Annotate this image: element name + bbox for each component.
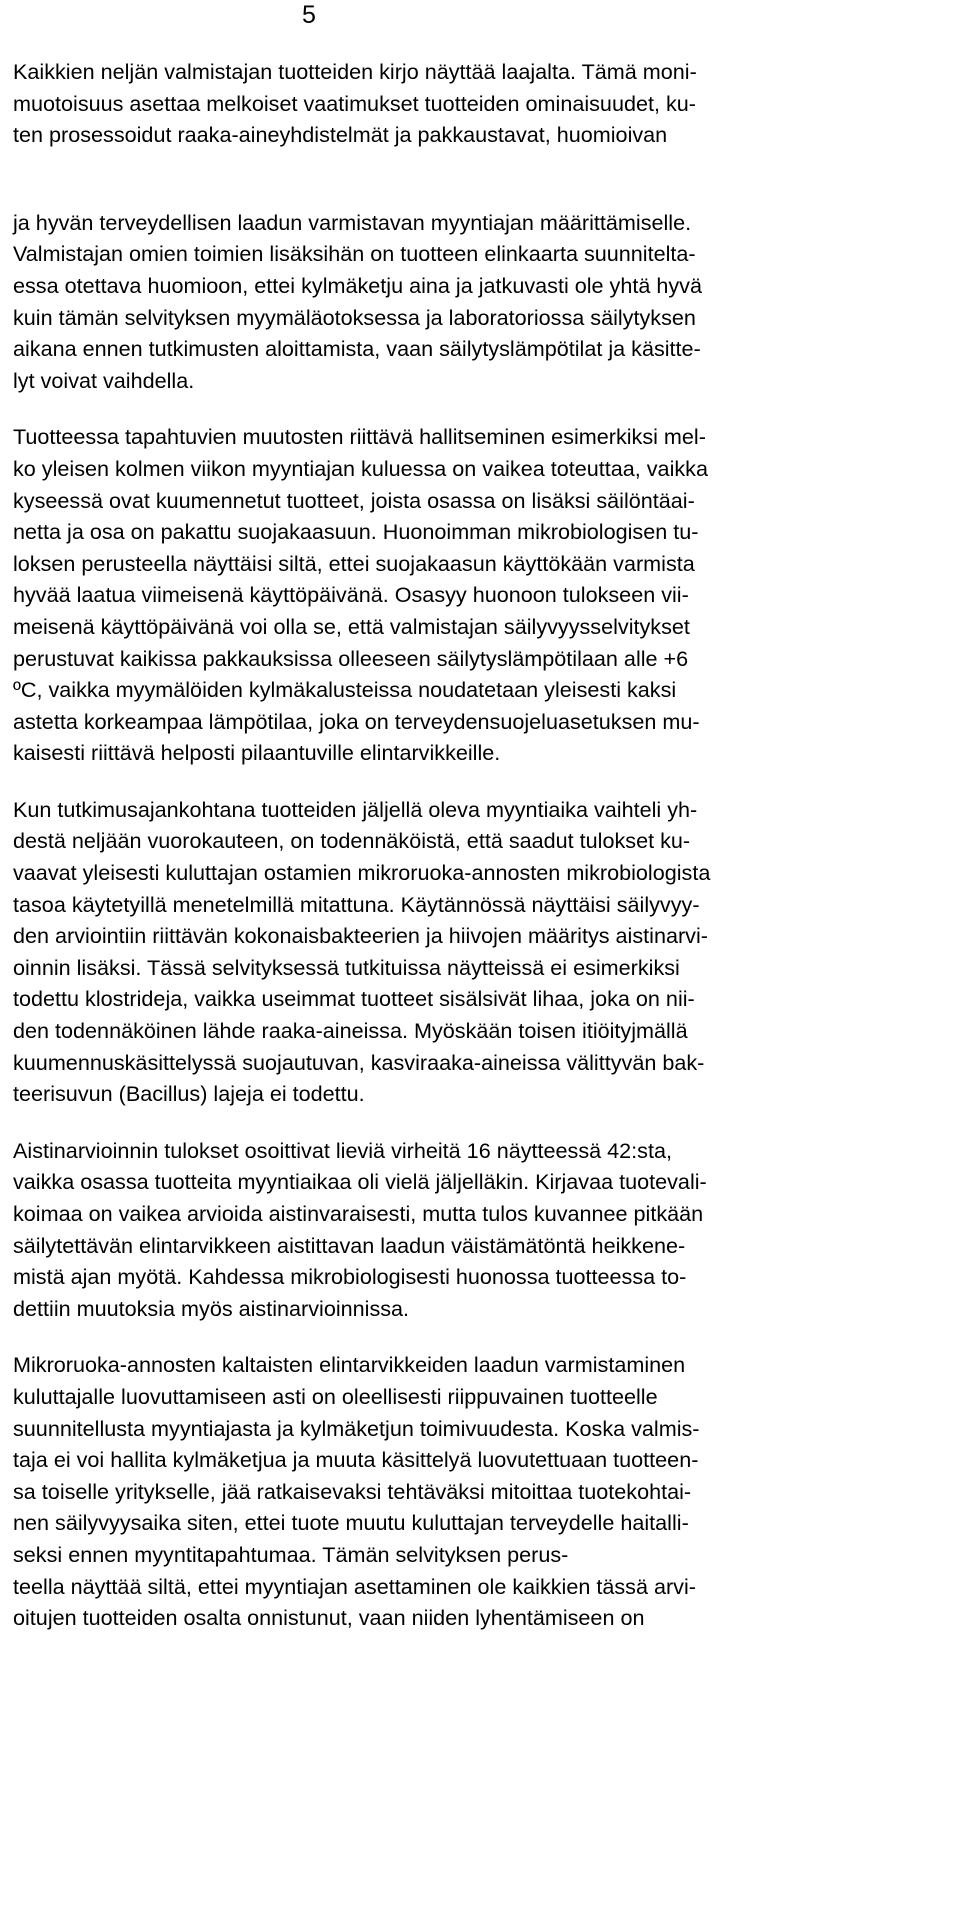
text-line: astetta korkeampaa lämpötilaa, joka on terveydensuojeluasetuksen mu- [13,708,700,734]
paragraph-6 [13,1349,957,1633]
text-line: muotoisuus asettaa melkoiset vaatimukset tuotteiden ominaisuudet, ku- [13,90,696,116]
text-line: Kaikkien neljän valmistajan tuotteiden kirjo näyttää laajalta. Tämä moni- [13,59,697,84]
text-line: destä neljään vuorokauteen, on todennäköistä, että saadut tulokset ku- [13,828,691,854]
text-line: ja hyvän terveydellisen laadun varmistavan myyntiajan määrittämiselle. [13,209,692,235]
text-line: loksen perusteella näyttäisi siltä, ettei suojakaasun käyttökään varmista [13,550,695,576]
text-line: vaikka osassa tuotteita myyntiaikaa oli vielä jäljelläkin. Kirjavaa tuotevali- [13,1169,707,1195]
paragraph-3 [13,421,957,769]
text-line: suunnitellusta myyntiajasta ja kylmäketjun toimivuudesta. Koska valmis- [13,1415,700,1441]
paragraph-1 [13,56,957,151]
text-line: Tuotteessa tapahtuvien muutosten riittävä hallitseminen esimerkiksi mel- [13,424,706,450]
text-line: hyvää laatua viimeisenä käyttöpäivänä. Osasyy huonoon tulokseen vii- [13,582,689,608]
text-line: kaisesti riittävä helposti pilaantuville elintarvikkeille. [13,740,501,766]
text-line: oitujen tuotteiden osalta onnistunut, vaan niiden lyhentämiseen on [13,1605,645,1631]
text-line: tasoa käytetyillä menetelmillä mitattuna. Käytännössä näyttäisi säilyvyy- [13,891,700,917]
text-line: aikana ennen tutkimusten aloittamista, vaan säilytyslämpötilat ja käsitte- [13,336,701,362]
text-line: lyt voivat vaihdella. [13,367,195,393]
paragraph-5 [13,1135,957,1325]
text-line: Valmistajan omien toimien lisäksihän on tuotteen elinkaarta suunnitelta- [13,241,696,267]
text-line: dettiin muutoksia myös aistinarvioinnissa. [13,1295,410,1321]
text-line: ten prosessoidut raaka-aineyhdistelmät ja pakkaustavat, huomioivan [13,122,668,148]
paragraph-4 [13,794,957,1110]
text-line: taja ei voi hallita kylmäketjua ja muuta käsittelyä luovutettuaan tuotteen- [13,1447,699,1473]
text-line: vaavat yleisesti kuluttajan ostamien mikroruoka-annosten mikrobiologista [13,860,711,886]
document-body [13,56,957,1634]
text-line: kuluttajalle luovuttamiseen asti on oleellisesti riippuvainen tuotteelle [13,1383,658,1409]
text-line: koimaa on vaikea arvioida aistinvaraisesti, mutta tulos kuvannee pitkään [13,1201,704,1226]
text-line: meisenä käyttöpäivänä voi olla se, että valmistajan säilyvyysselvitykset [13,613,690,639]
text-line: teerisuvun (Bacillus) lajeja ei todettu. [13,1081,365,1107]
text-line: nen säilyvyysaika siten, ettei tuote muutu kuluttajan terveydelle haitalli- [13,1510,689,1536]
text-line: teella näyttää siltä, ettei myyntiajan asettaminen ole kaikkien tässä arvi- [13,1573,696,1599]
text-line: säilytettävän elintarvikkeen aistittavan laadun väistämätöntä heikkene- [13,1232,686,1258]
page-number: 5 [302,1,316,29]
text-line: todettu klostrideja, vaikka useimmat tuotteet sisälsivät lihaa, joka on nii- [13,986,695,1012]
text-line: seksi ennen myyntitapahtumaa. Tämän selvityksen perus- [13,1541,569,1567]
text-line: den todennäköinen lähde raaka-aineissa. Myöskään toisen itiöityjmällä [13,1018,688,1044]
text-line: den arviointiin riittävän kokonaisbakteerien ja hiivojen määritys aistinarvi- [13,923,708,949]
text-line: Mikroruoka-annosten kaltaisten elintarvikkeiden laadun varmistaminen [13,1352,686,1378]
text-line: perustuvat kaikissa pakkauksissa olleeseen säilytyslämpötilaan alle +6 [13,645,689,671]
text-line: kuin tämän selvityksen myymäläotoksessa ja laboratoriossa säilytyksen [13,304,696,330]
text-line: Aistinarvioinnin tulokset osoittivat lieviä virheitä 16 näytteessä 42:sta, [13,1137,672,1163]
text-line: Kun tutkimusajankohtana tuotteiden jäljellä oleva myyntiaika vaihteli yh- [13,796,698,822]
text-line: essa otettava huomioon, ettei kylmäketju aina ja jatkuvasti ole yhtä hyvä [13,272,702,298]
text-line: mistä ajan myötä. Kahdessa mikrobiologisesti huonossa tuotteessa to- [13,1264,687,1290]
text-line: kuumennuskäsittelyssä suojautuvan, kasviraaka-aineissa välittyvän bak- [13,1049,705,1075]
text-line: ºC, vaikka myymälöiden kylmäkalusteissa noudatetaan yleisesti kaksi [13,677,677,703]
text-line: sa toiselle yritykselle, jää ratkaisevaksi tehtäväksi mitoittaa tuotekohtai- [13,1478,692,1504]
text-line: netta ja osa on pakattu suojakaasuun. Huonoimman mikrobiologisen tu- [13,519,699,545]
text-line: ko yleisen kolmen viikon myyntiajan kuluessa on vaikea toteuttaa, vaikka [13,455,708,481]
paragraph-2 [13,207,957,397]
text-line: kyseessä ovat kuumennetut tuotteet, joista osassa on lisäksi säilöntäai- [13,487,695,513]
text-line: oinnin lisäksi. Tässä selvityksessä tutkituissa näytteissä ei esimerkiksi [13,954,680,980]
